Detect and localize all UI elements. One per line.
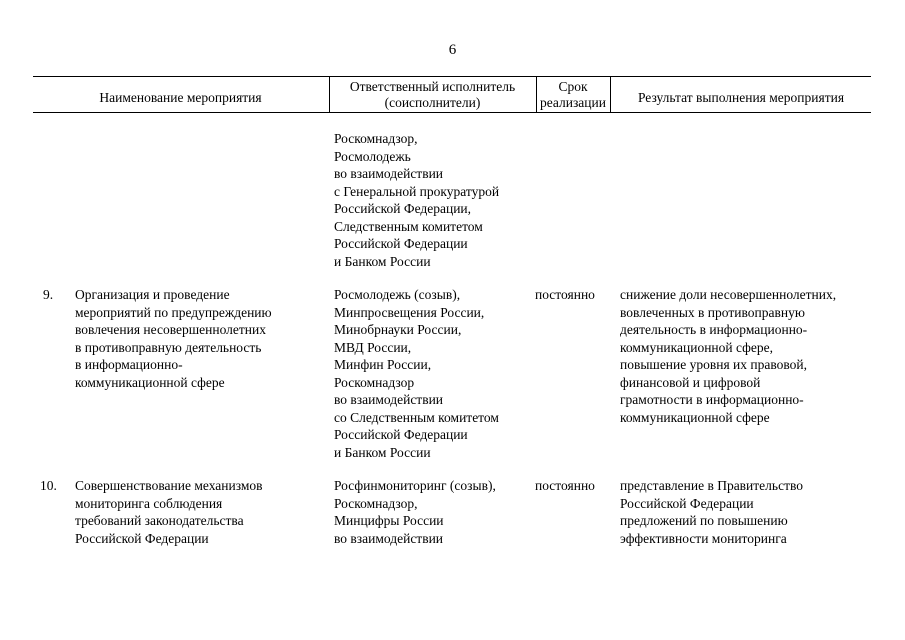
text-line: в противоправную деятельность [75, 339, 262, 355]
text-line: МВД России, [334, 339, 412, 355]
text-line: мероприятий по предупреждению [75, 304, 272, 320]
text-line: Организация и проведение [75, 287, 230, 302]
text-line: коммуникационной сфере, [620, 339, 774, 355]
text-line: Российской Федерации [75, 530, 209, 546]
text-line: Минфин России, [334, 357, 432, 372]
text-line: вовлеченных в противоправную [620, 304, 805, 320]
text-line: и Банком России [334, 253, 431, 269]
text-line: Следственным комитетом [334, 218, 483, 234]
text-line: Росмолодежь (созыв), [334, 287, 461, 302]
text-line: Совершенствование механизмов [75, 478, 263, 493]
header-col-executor-line1: Ответственный исполнитель [349, 78, 516, 94]
text-line: коммуникационной сфере [620, 409, 770, 425]
text-line: требований законодательства [75, 513, 244, 528]
continuation-executor [334, 130, 499, 270]
text-line: предложений по повышению [620, 513, 788, 528]
row-10-term: постоянно [535, 478, 595, 493]
text-line: со Следственным комитетом [334, 409, 499, 425]
text-line: Роскомнадзор [334, 374, 415, 390]
header-col-result: Результат выполнения мероприятия [610, 77, 871, 112]
text-line: Росфинмониторинг (созыв), [334, 478, 496, 493]
header-col-executor [329, 77, 535, 112]
text-line: Минцифры России [334, 513, 444, 528]
text-line: и Банком России [334, 444, 431, 460]
text-line: повышение уровня их правовой, [620, 357, 808, 372]
text-line: Российской Федерации, [334, 201, 472, 216]
text-line: коммуникационной сфере [75, 374, 225, 390]
row-10-result [620, 477, 803, 547]
text-line: Российской Федерации [334, 427, 468, 442]
row-10-number: 10. [40, 478, 57, 493]
row-10-executor [334, 477, 496, 547]
row-9-result [620, 286, 836, 426]
text-line: Российской Федерации [334, 236, 468, 251]
text-line: вовлечения несовершеннолетних [75, 322, 267, 337]
row-9-term: постоянно [535, 287, 595, 302]
row-10-name [75, 477, 263, 547]
text-line: Российской Федерации [620, 495, 754, 511]
row-9-executor [334, 286, 499, 461]
text-line: Роскомнадзор, [334, 131, 418, 146]
text-line: эффективности мониторинга [620, 530, 787, 546]
header-col-term [536, 77, 609, 112]
header-col-executor-line2: (соисполнители) [384, 94, 481, 110]
text-line: деятельность в информационно- [620, 322, 808, 337]
text-line: мониторинга соблюдения [75, 495, 223, 511]
header-col-name: Наименование мероприятия [99, 89, 262, 105]
text-line: во взаимодействии [334, 392, 444, 407]
text-line: Роскомнадзор, [334, 495, 418, 511]
header-col-term-line2: реализации [540, 94, 606, 110]
text-line: снижение доли несовершеннолетних, [620, 287, 837, 302]
text-line: в информационно- [75, 357, 183, 372]
text-line: представление в Правительство [620, 478, 803, 493]
text-line: Минпросвещения России, [334, 304, 485, 320]
text-line: Минобрнауки России, [334, 322, 462, 337]
text-line: с Генеральной прокуратурой [334, 183, 500, 199]
text-line: финансовой и цифровой [620, 374, 761, 390]
table-header [33, 76, 871, 113]
text-line: Росмолодежь [334, 148, 411, 164]
text-line: во взаимодействии [334, 166, 444, 181]
row-9-number: 9. [43, 287, 54, 302]
header-col-term-line1: Срок [558, 78, 588, 94]
page-number: 6 [448, 42, 457, 58]
text-line: грамотности в информационно- [620, 392, 804, 407]
row-9-name [75, 286, 272, 391]
text-line: во взаимодействии [334, 530, 444, 546]
